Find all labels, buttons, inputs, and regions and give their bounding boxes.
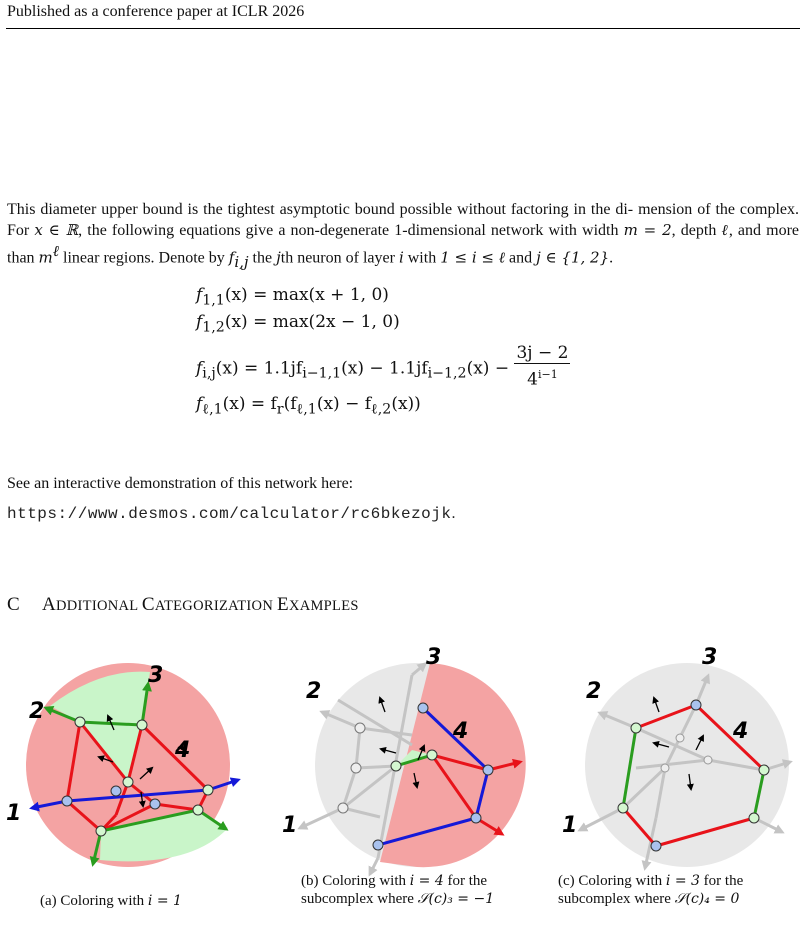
- para-text: of layer: [345, 249, 399, 267]
- figure-c: [562, 645, 790, 868]
- caption-math: 𝒮(c)₃ = −1: [417, 891, 495, 907]
- math-i: i: [398, 248, 404, 267]
- para-text: , the following equations give a non-degenerate 1-dimensional: [78, 222, 486, 239]
- math-j-set: j ∈ {1, 2}: [536, 248, 610, 267]
- para-text: .: [609, 249, 614, 267]
- eq-rhs: (x) = max(x + 1, 0): [224, 285, 389, 305]
- para-text: and: [505, 249, 537, 267]
- label-b-2: 2: [306, 679, 322, 704]
- caption-math: 𝒮(c)₄ = 0: [674, 891, 740, 907]
- caption-text: (c) Coloring with: [558, 873, 666, 889]
- caption-text: (b) Coloring with: [301, 873, 410, 889]
- section-cap: E: [277, 594, 289, 615]
- math-i-range: 1 ≤ i ≤ ℓ: [440, 248, 506, 267]
- math-ell-sup: ℓ: [52, 242, 60, 260]
- demo-url-text[interactable]: https://www.desmos.com/calculator/rc6bkezojk: [7, 505, 452, 523]
- label-a-2: 2: [29, 699, 45, 724]
- caption-text: (a) Coloring with: [40, 893, 148, 909]
- caption-math: i = 3: [665, 873, 700, 889]
- eq-sub: r: [276, 401, 284, 418]
- para-text: network with width: [490, 222, 624, 239]
- eq-sub: i−1,1: [302, 365, 342, 382]
- eq-rhs: (x) = max(2x − 1, 0): [224, 312, 400, 332]
- eq-lhs: f: [196, 285, 203, 305]
- eq-rhs: (f: [283, 394, 297, 414]
- para-text: , depth: [671, 222, 722, 239]
- math-x-in-r: x ∈ ℝ: [34, 221, 79, 239]
- caption-text: for the: [699, 873, 744, 889]
- caption-c: [558, 872, 802, 908]
- section-cap: A: [41, 594, 57, 615]
- eq-rhs: (x) = f: [222, 394, 277, 414]
- math-m: m: [38, 248, 53, 267]
- math-f-sub: i,j: [234, 252, 249, 271]
- para-text: th neuron: [280, 249, 342, 267]
- label-c-4: 4: [733, 719, 749, 744]
- figure-b: [282, 645, 526, 874]
- label-b-1: 1: [282, 813, 298, 838]
- figure-a: [6, 663, 238, 867]
- label-c-1: 1: [562, 813, 578, 838]
- running-header: Published as a conference paper at ICLR 2026: [7, 3, 305, 20]
- eq-sub: 1,1: [202, 292, 225, 309]
- label-a-4: 4: [175, 738, 191, 763]
- caption-math: i = 4: [409, 873, 444, 889]
- caption-a: [40, 892, 250, 910]
- para-text: mension of the complex. For: [7, 201, 800, 239]
- math-j: j: [276, 248, 281, 267]
- para-line-1: This diameter upper bound is the tightest asymptotic bound possible without factoring in the di-: [7, 201, 634, 218]
- caption-math: i = 1: [147, 893, 182, 909]
- eq-lhs: f: [196, 312, 203, 332]
- eq-lhs: f: [196, 358, 203, 379]
- eq-sub: i,j: [202, 365, 216, 382]
- label-a-1: 1: [6, 801, 22, 826]
- eq-den-base: 4: [527, 369, 538, 390]
- caption-text: subcomplex where: [301, 891, 418, 907]
- eq-numerator: 3j − 2: [516, 343, 569, 363]
- eq-sub: ℓ,2: [371, 401, 392, 418]
- eq-rhs: (x)): [391, 394, 421, 414]
- math-f: f: [228, 248, 235, 267]
- eq-lhs: f: [196, 394, 203, 414]
- math-width: m = 2: [623, 221, 672, 239]
- caption-b: [301, 872, 525, 908]
- label-b-4: 4: [453, 719, 469, 744]
- eq-sub: ℓ,1: [296, 401, 317, 418]
- para-text: linear regions. Denote by: [59, 249, 229, 267]
- eq-rhs: (x) − 1.1jf: [341, 358, 428, 379]
- eq-sub: ℓ,1: [202, 401, 223, 418]
- demo-sentence: See an interactive demonstration of this network here:: [7, 475, 354, 492]
- label-c-3: 3: [702, 645, 718, 670]
- caption-text: for the: [443, 873, 488, 889]
- label-c-2: 2: [586, 679, 602, 704]
- eq-sub: i−1,2: [427, 365, 467, 382]
- eq-den-exp: i−1: [538, 368, 558, 381]
- section-number: C: [7, 594, 20, 615]
- demo-url-period: .: [451, 505, 456, 522]
- caption-text: subcomplex where: [558, 891, 675, 907]
- section-smallcaps: ATEGORIZATION: [154, 598, 278, 614]
- eq-rhs: (x) −: [466, 358, 515, 379]
- math-depth: ℓ: [721, 221, 729, 239]
- section-cap: C: [141, 594, 155, 615]
- eq-sub: 1,2: [202, 319, 225, 336]
- para-text: , and more than: [7, 222, 800, 267]
- section-smallcaps: XAMPLES: [288, 598, 359, 614]
- para-text: the: [248, 249, 277, 267]
- label-b-3: 3: [426, 645, 442, 670]
- para-text: with: [403, 249, 441, 267]
- label-a-3: 3: [148, 663, 164, 688]
- section-smallcaps: DDITIONAL: [56, 598, 142, 614]
- eq-rhs: (x) − f: [316, 394, 372, 414]
- eq-rhs: (x) = 1.1jf: [215, 358, 303, 379]
